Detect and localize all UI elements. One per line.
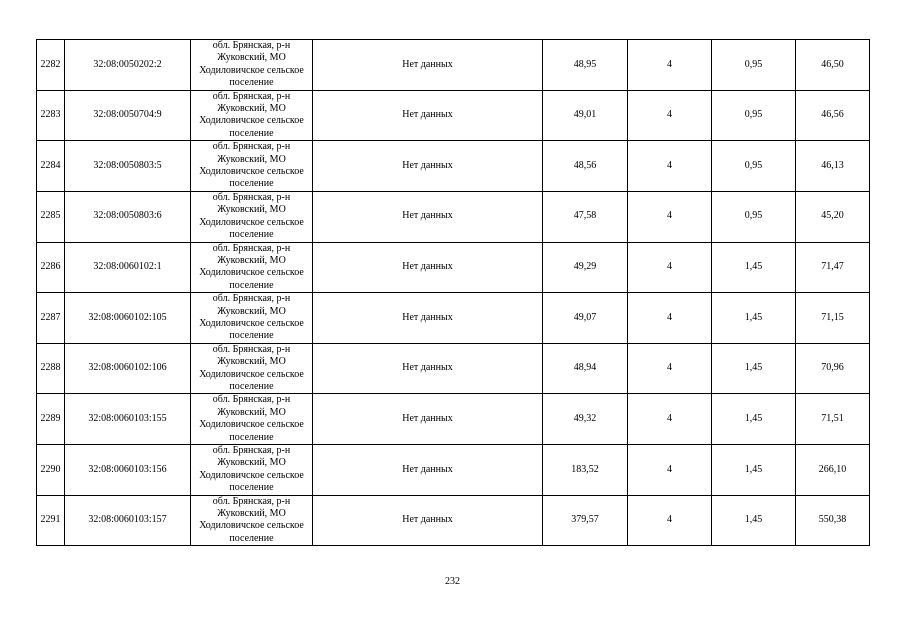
group-cell: 4 bbox=[628, 40, 712, 91]
status-cell: Нет данных bbox=[313, 40, 543, 91]
rate-cell: 1,45 bbox=[712, 343, 796, 394]
row-number-cell: 2290 bbox=[37, 445, 65, 496]
address-line: Жуковский, МО bbox=[217, 356, 286, 368]
group-cell: 4 bbox=[628, 191, 712, 242]
table-row bbox=[37, 191, 870, 242]
address-line: обл. Брянская, р-н bbox=[212, 40, 291, 51]
row-number-cell: 2289 bbox=[37, 394, 65, 445]
cadastral-number-cell: 32:08:0050202:2 bbox=[65, 40, 191, 91]
cadastral-number-cell: 32:08:0050803:5 bbox=[65, 141, 191, 192]
rate-cell: 0,95 bbox=[712, 141, 796, 192]
status-cell: Нет данных bbox=[313, 495, 543, 546]
address-line: Жуковский, МО bbox=[217, 103, 286, 115]
value-cell: 45,20 bbox=[796, 191, 870, 242]
group-cell: 4 bbox=[628, 445, 712, 496]
cadastral-number-cell: 32:08:0060102:106 bbox=[65, 343, 191, 394]
table-row bbox=[37, 242, 870, 293]
address-cell bbox=[191, 191, 313, 242]
address-line: обл. Брянская, р-н bbox=[212, 394, 291, 406]
value-cell: 71,51 bbox=[796, 394, 870, 445]
group-cell: 4 bbox=[628, 90, 712, 141]
address-line: Ходиловичское сельское bbox=[199, 166, 304, 178]
row-number-cell: 2288 bbox=[37, 343, 65, 394]
table-row bbox=[37, 141, 870, 192]
rate-cell: 1,45 bbox=[712, 394, 796, 445]
table-row bbox=[37, 495, 870, 546]
address-line: Ходиловичское сельское bbox=[199, 64, 304, 76]
area-cell: 379,57 bbox=[543, 495, 628, 546]
rate-cell: 0,95 bbox=[712, 40, 796, 91]
rate-cell: 0,95 bbox=[712, 191, 796, 242]
group-cell: 4 bbox=[628, 343, 712, 394]
cadastral-number-cell: 32:08:0060102:1 bbox=[65, 242, 191, 293]
address-line: Ходиловичское сельское bbox=[199, 115, 304, 127]
area-cell: 48,95 bbox=[543, 40, 628, 91]
address-line: Ходиловичское сельское bbox=[199, 520, 304, 532]
address-cell bbox=[191, 394, 313, 445]
row-number-cell: 2285 bbox=[37, 191, 65, 242]
group-cell: 4 bbox=[628, 242, 712, 293]
address-line: поселение bbox=[229, 77, 274, 89]
address-cell bbox=[191, 40, 313, 91]
address-line: обл. Брянская, р-н bbox=[212, 343, 291, 355]
rate-cell: 1,45 bbox=[712, 293, 796, 344]
value-cell: 550,38 bbox=[796, 495, 870, 546]
address-line: обл. Брянская, р-н bbox=[212, 445, 291, 456]
address-line: поселение bbox=[229, 279, 274, 291]
rate-cell: 1,45 bbox=[712, 242, 796, 293]
table-row bbox=[37, 90, 870, 141]
status-cell: Нет данных bbox=[313, 191, 543, 242]
row-number-cell: 2282 bbox=[37, 40, 65, 91]
address-line: Ходиловичское сельское bbox=[199, 317, 304, 329]
address-line: Ходиловичское сельское bbox=[199, 419, 304, 431]
cadastral-number-cell: 32:08:0060103:155 bbox=[65, 394, 191, 445]
value-cell: 71,47 bbox=[796, 242, 870, 293]
table-row bbox=[37, 445, 870, 496]
cadastral-number-cell: 32:08:0060103:156 bbox=[65, 445, 191, 496]
address-cell bbox=[191, 343, 313, 394]
status-cell: Нет данных bbox=[313, 293, 543, 344]
value-cell: 46,56 bbox=[796, 90, 870, 141]
address-line: Жуковский, МО bbox=[217, 254, 286, 266]
address-line: обл. Брянская, р-н bbox=[212, 293, 291, 305]
address-line: Ходиловичское сельское bbox=[199, 267, 304, 279]
address-line: Жуковский, МО bbox=[217, 52, 286, 64]
row-number-cell: 2287 bbox=[37, 293, 65, 344]
status-cell: Нет данных bbox=[313, 445, 543, 496]
address-cell bbox=[191, 90, 313, 141]
cadastral-number-cell: 32:08:0050704:9 bbox=[65, 90, 191, 141]
cadastral-number-cell: 32:08:0060103:157 bbox=[65, 495, 191, 546]
area-cell: 49,29 bbox=[543, 242, 628, 293]
address-line: поселение bbox=[229, 229, 274, 241]
cadastral-number-cell: 32:08:0060102:105 bbox=[65, 293, 191, 344]
address-cell bbox=[191, 293, 313, 344]
row-number-cell: 2286 bbox=[37, 242, 65, 293]
address-line: поселение bbox=[229, 532, 274, 544]
address-line: поселение bbox=[229, 380, 274, 392]
registry-table bbox=[36, 39, 870, 546]
area-cell: 49,32 bbox=[543, 394, 628, 445]
row-number-cell: 2291 bbox=[37, 495, 65, 546]
address-line: поселение bbox=[229, 330, 274, 342]
group-cell: 4 bbox=[628, 141, 712, 192]
rate-cell: 0,95 bbox=[712, 90, 796, 141]
row-number-cell: 2283 bbox=[37, 90, 65, 141]
address-line: Ходиловичское сельское bbox=[199, 469, 304, 481]
address-line: поселение bbox=[229, 178, 274, 190]
address-cell bbox=[191, 445, 313, 496]
table-body bbox=[37, 40, 870, 546]
status-cell: Нет данных bbox=[313, 242, 543, 293]
address-line: поселение bbox=[229, 482, 274, 494]
page-number: 232 bbox=[445, 576, 460, 587]
address-line: поселение bbox=[229, 431, 274, 443]
cadastral-number-cell: 32:08:0050803:6 bbox=[65, 191, 191, 242]
value-cell: 46,50 bbox=[796, 40, 870, 91]
value-cell: 266,10 bbox=[796, 445, 870, 496]
table-row bbox=[37, 40, 870, 91]
address-line: обл. Брянская, р-н bbox=[212, 495, 291, 507]
address-line: Жуковский, МО bbox=[217, 457, 286, 469]
area-cell: 49,01 bbox=[543, 90, 628, 141]
address-line: Ходиловичское сельское bbox=[199, 216, 304, 228]
address-line: Жуковский, МО bbox=[217, 508, 286, 520]
address-line: обл. Брянская, р-н bbox=[212, 90, 291, 102]
address-line: Ходиловичское сельское bbox=[199, 368, 304, 380]
address-line: поселение bbox=[229, 127, 274, 139]
group-cell: 4 bbox=[628, 495, 712, 546]
area-cell: 183,52 bbox=[543, 445, 628, 496]
status-cell: Нет данных bbox=[313, 343, 543, 394]
value-cell: 46,13 bbox=[796, 141, 870, 192]
area-cell: 48,56 bbox=[543, 141, 628, 192]
area-cell: 49,07 bbox=[543, 293, 628, 344]
address-line: Жуковский, МО bbox=[217, 305, 286, 317]
group-cell: 4 bbox=[628, 293, 712, 344]
value-cell: 70,96 bbox=[796, 343, 870, 394]
table-row bbox=[37, 293, 870, 344]
table-row bbox=[37, 343, 870, 394]
rate-cell: 1,45 bbox=[712, 445, 796, 496]
value-cell: 71,15 bbox=[796, 293, 870, 344]
status-cell: Нет данных bbox=[313, 141, 543, 192]
area-cell: 47,58 bbox=[543, 191, 628, 242]
address-cell bbox=[191, 242, 313, 293]
address-cell bbox=[191, 141, 313, 192]
row-number-cell: 2284 bbox=[37, 141, 65, 192]
address-line: Жуковский, МО bbox=[217, 204, 286, 216]
area-cell: 48,94 bbox=[543, 343, 628, 394]
rate-cell: 1,45 bbox=[712, 495, 796, 546]
address-cell bbox=[191, 495, 313, 546]
address-line: обл. Брянская, р-н bbox=[212, 242, 291, 254]
address-line: обл. Брянская, р-н bbox=[212, 191, 291, 203]
status-cell: Нет данных bbox=[313, 90, 543, 141]
address-line: Жуковский, МО bbox=[217, 153, 286, 165]
group-cell: 4 bbox=[628, 394, 712, 445]
address-line: Жуковский, МО bbox=[217, 406, 286, 418]
table-row bbox=[37, 394, 870, 445]
status-cell: Нет данных bbox=[313, 394, 543, 445]
address-line: обл. Брянская, р-н bbox=[212, 141, 291, 153]
